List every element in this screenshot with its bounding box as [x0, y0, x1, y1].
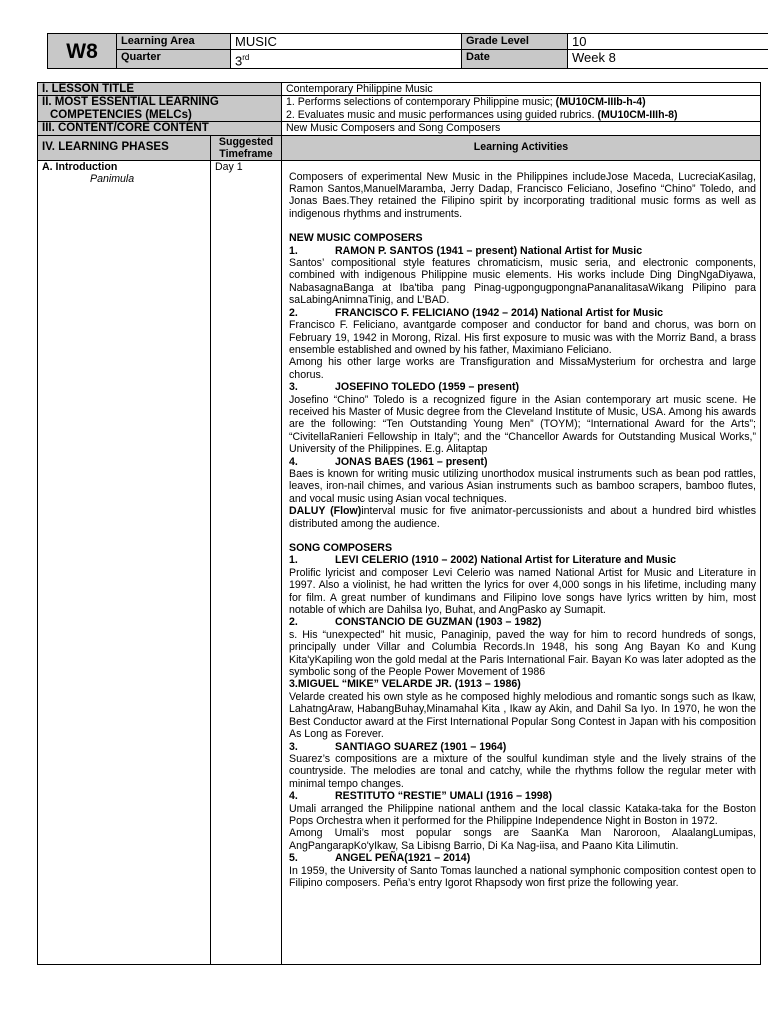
activities-header: Learning Activities — [282, 135, 761, 160]
song-composer-4-text: Umali arranged the Philippine national anthem and the local classic Kataka-taka for the Boston Pops Orchestra when it performed for the Philippine Independence Night in Boston in 1972. — [289, 802, 756, 827]
daluy-text: interval music for five animator-percussionists and about a hundred bird whistles distributed among the audience. — [289, 505, 757, 530]
quarter-label: Quarter — [117, 50, 231, 69]
song-composer-1-title-text: LEVI CELERIO (1910 – 2002) National Artist for Literature and Music — [335, 554, 677, 567]
date-label: Date — [462, 50, 568, 69]
content-label: III. CONTENT/CORE CONTENT — [38, 122, 282, 135]
lesson-title-value: Contemporary Philippine Music — [282, 83, 761, 96]
song-composer-4-title-text: RESTITUTO “RESTIE” UMALI (1916 – 1998) — [335, 790, 553, 803]
composer-3-num: 3. — [289, 381, 298, 394]
content-value: New Music Composers and Song Composers — [282, 122, 761, 135]
melc-item-2 — [286, 109, 756, 121]
song-composer-2-title — [289, 616, 756, 628]
learning-area-value: MUSIC — [231, 34, 462, 50]
week-badge: W8 — [48, 34, 117, 69]
song-composer-3-title-text: SANTIAGO SUAREZ (1901 – 1964) — [335, 740, 507, 753]
timeframe-header-line1: Suggested — [218, 135, 274, 148]
song-composer-1-title — [289, 554, 756, 566]
melc-item-1 — [286, 96, 756, 108]
quarter-value — [231, 50, 462, 69]
song-composer-5-title-text: ANGEL PEÑA(1921 – 2014) — [335, 852, 471, 865]
song-composer-1-num: 1. — [289, 554, 298, 567]
phase-subtitle: Panimula — [90, 173, 135, 186]
timeframe-header-line2: Timeframe — [219, 147, 273, 160]
song-composer-3-num: 3. — [289, 740, 298, 753]
lesson-title-label: I. LESSON TITLE — [38, 83, 282, 96]
song-composer-5-num: 5. — [289, 852, 298, 865]
song-composer-4-text-2: Among Umali’s most popular songs are SaanKa Man Naroroon, AlaalangLumipas, AngPangarapKo'yIkaw, Sa Libisng Barrio, Di Ka Nag-iisa, and Paano Kita Lilimutin. — [289, 827, 756, 852]
intro-paragraph: Composers of experimental New Music in the Philippines includeJose Maceda, LucreciaKasilag, Ramon Santos,ManuelMaramba, Jerry Dadap, Francisco Feliciano, Josefino “Chino” Toledo, and Jonas Baes.They retained the Filipino spirit by incorporating traditional music forms as well as indigenous rhythms and instruments. — [289, 170, 756, 220]
melc-label — [38, 96, 282, 122]
date-value: Week 8 — [568, 50, 768, 69]
new-music-heading: NEW MUSIC COMPOSERS — [289, 232, 423, 245]
song-composer-2-text: s. His “unexpected” hit music, Panaginip, paved the way for him to record hundreds of songs, principally under Villar and Columbia Records.In 1948, his song Ang Bayan Ko and Kung Kita'yKapiling won the gold medal at the Paris International Fair. Bayan Ko was later adopted as the symbolic song of the People Power Movement of 1986 — [289, 628, 756, 679]
song-composer-3-title — [289, 741, 756, 753]
phases-header: IV. LEARNING PHASES — [38, 135, 211, 160]
daluy-bold: DALUY (Flow) — [289, 505, 362, 518]
melc-1-text: 1. Performs selections of contemporary Philippine music; — [286, 96, 556, 109]
song-composer-5-text: In 1959, the University of Santo Tomas launched a national symphonic composition contest open to Filipino composers. Peña’s entry Igorot Rhapsody won first prize the following year. — [289, 864, 756, 889]
learning-area-label: Learning Area — [117, 34, 231, 50]
song-composers-heading: SONG COMPOSERS — [289, 542, 393, 554]
composer-2-title-text: FRANCISCO F. FELICIANO (1942 – 2014) National Artist for Music — [335, 306, 664, 319]
melc-2-text: 2. Evaluates music and music performances using guided rubrics. — [286, 108, 598, 121]
quarter-suffix: rd — [242, 53, 250, 62]
quarter-number: 3 — [235, 53, 243, 69]
daluy-paragraph — [289, 505, 756, 530]
composer-3-title — [289, 381, 756, 393]
grade-level-value: 10 — [568, 34, 768, 50]
song-composer-2-num: 2. — [289, 616, 298, 629]
composer-3-text: Josefino “Chino” Toledo is a recognized figure in the Asian contemporary art music scene. He received his Master of Music degree from the Cleveland Institute of Music, USA. Among his awards are the following: “Ten Outstanding Young Men” (TOYM); “International Award for the Arts”; “CivitellaRanieri Fellowship in Italy”; and the “Chancellor Awards for Outstanding Musical Works,” University of the Philippines. E.g. Alitaptap — [289, 393, 756, 456]
phase-cell — [38, 160, 211, 964]
composer-2-text-2: Among his other large works are Transfiguration and MissaMysterium for orchestra and large chorus. — [289, 356, 756, 381]
activities-cell — [282, 160, 761, 964]
song-composer-5-title — [289, 852, 756, 864]
song-composer-2-title-text: CONSTANCIO DE GUZMAN (1903 – 1982) — [335, 616, 542, 629]
composer-2-text: Francisco F. Feliciano, avantgarde composer and conductor for band and chorus, was born on February 19, 1942 in Morong, Rizal. His first exposure to music was with the Morriz Band, a brass ensemble established and owned by his father, Maximiano Feliciano. — [289, 319, 756, 356]
song-composer-4-title — [289, 790, 756, 802]
song-composer-1-text: Prolific lyricist and composer Levi Celerio was named National Artist for Music and Literature in 1997. Also a violinist, he had written the lyrics for over 4,000 songs in his lifetime, including many for film. A great number of kundimans and Filipino love songs have lyrics written by him, most notable of which are Dahilsa Iyo, Buhat, and AngPasko ay Sumapit. — [289, 566, 756, 617]
phase-name: A. Introduction — [42, 160, 118, 173]
composer-2-num: 2. — [289, 306, 298, 319]
composer-1-title — [289, 245, 756, 257]
song-composer-velarde-title: 3.MIGUEL “MIKE” VELARDE JR. (1913 – 1986) — [289, 678, 521, 691]
composer-4-num: 4. — [289, 455, 298, 468]
melc-label-line2: COMPETENCIES (MELCs) — [50, 108, 192, 121]
melc-label-line1: II. MOST ESSENTIAL LEARNING — [42, 96, 219, 109]
song-composer-velarde-text: Velarde created his own style as he composed highly melodious and romantic songs such as Ikaw, LahatngAraw, HabangBuhay,Minamahal Kita , Ikaw ay Akin, and Dahil Sa Iyo. In 1970, he won the Best Conductor award at the First International Popular Song Contest in Japan with his composition As Long as Forever. — [289, 690, 756, 741]
song-composer-3-text: Suarez’s compositions are a mixture of the soulful kundiman style and the lively strains of the countryside. The melodies are tonal and catchy, while the rhythms follow the regular meter with minimal tempo changes. — [289, 752, 756, 790]
grade-level-label: Grade Level — [462, 34, 568, 50]
composer-1-num: 1. — [289, 244, 298, 257]
composer-2-title — [289, 307, 756, 319]
composer-3-title-text: JOSEFINO TOLEDO (1959 – present) — [335, 381, 520, 394]
melc-1-code: (MU10CM-IIIb-h-4) — [555, 96, 646, 109]
composer-4-text: Baes is known for writing music utilizing unorthodox musical instruments such as bean pod rattles, leaves, iron-nail chimes, and various Asian instruments such as bamboo scrapers, bamboo flutes, and vocal music using Asian vocal techniques. — [289, 467, 756, 505]
composer-1-text: Santos’ compositional style features chromaticism, music seria, and electronic components, combined with indigenous Philippine music elements. His works include Ding DingNgaDiyawa, NabasagnaBanga at Iba'tiba pang Pinag-ugpongugpongnaPananalitasaWikang Pilipino para saLabingAnimnaTinig, and L’BAD. — [289, 257, 756, 307]
composer-4-title-text: JONAS BAES (1961 – present) — [335, 455, 488, 468]
composer-4-title — [289, 456, 756, 468]
lesson-table — [37, 82, 761, 965]
melc-value — [282, 96, 761, 122]
timeframe-header — [211, 135, 282, 160]
header-table — [47, 33, 768, 69]
song-composer-4-num: 4. — [289, 790, 298, 803]
composer-1-title-text: RAMON P. SANTOS (1941 – present) National Artist for Music — [335, 244, 643, 257]
timeframe-cell: Day 1 — [211, 160, 282, 964]
melc-2-code: (MU10CM-IIIh-8) — [597, 108, 678, 121]
